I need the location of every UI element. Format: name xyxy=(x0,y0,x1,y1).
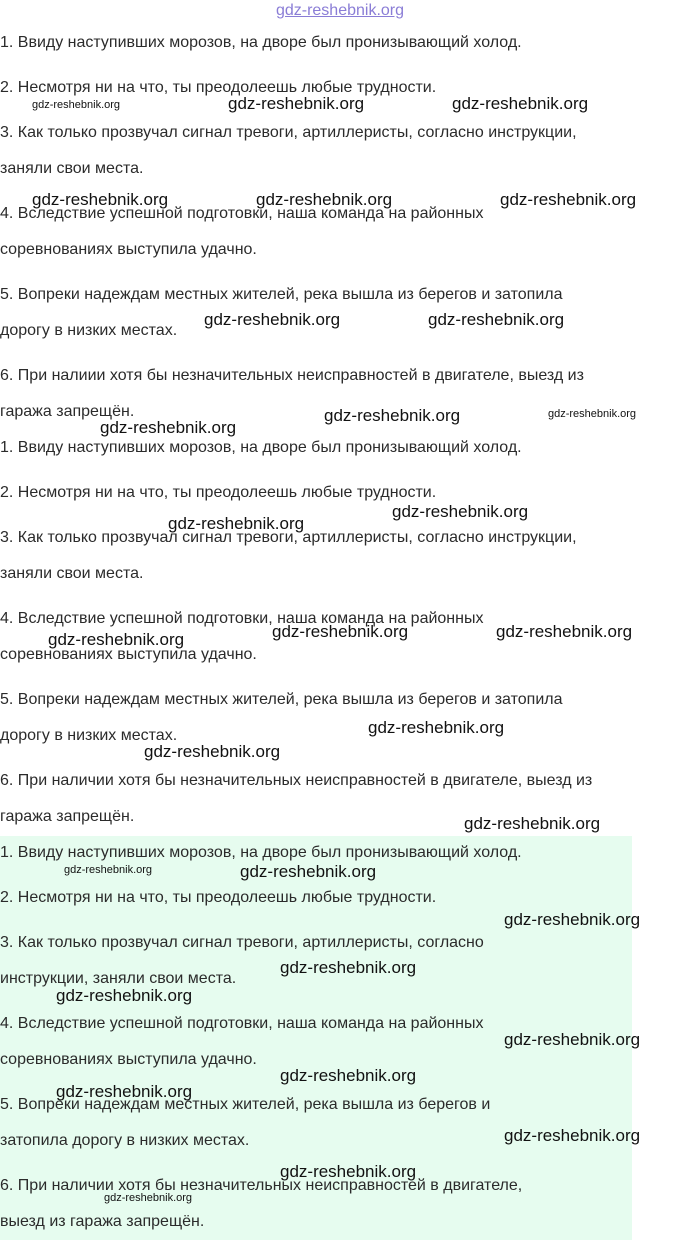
text-line: заняли свои места. xyxy=(0,160,144,177)
watermark: gdz-reshebnik.org xyxy=(280,1066,417,1085)
watermark: gdz-reshebnik.org xyxy=(228,94,365,113)
watermark: gdz-reshebnik.org xyxy=(204,310,341,329)
watermark: gdz-reshebnik.org xyxy=(504,1126,641,1145)
text-line: затопила дорогу в низких местах. xyxy=(0,1132,250,1149)
watermark: gdz-reshebnik.org xyxy=(256,190,393,209)
watermark: gdz-reshebnik.org xyxy=(32,190,169,209)
watermark: gdz-reshebnik.org xyxy=(324,406,461,425)
text-line: 2. Несмотря ни на что, ты преодолеешь любые трудности. xyxy=(0,889,437,906)
watermark: gdz-reshebnik.org xyxy=(56,986,193,1005)
watermark: gdz-reshebnik.org xyxy=(272,622,409,641)
text-line: заняли свои места. xyxy=(0,565,144,582)
text-line: инструкции, заняли свои места. xyxy=(0,970,237,987)
text-line: 5. Вопреки надеждам местных жителей, река вышла из берегов и xyxy=(0,1096,491,1113)
text-line: 5. Вопреки надеждам местных жителей, река вышла из берегов и затопила xyxy=(0,286,563,303)
site-header-link[interactable]: gdz-reshebnik.org xyxy=(275,2,405,19)
text-line: дорогу в низких местах. xyxy=(0,322,178,339)
watermark: gdz-reshebnik.org xyxy=(452,94,589,113)
watermark: gdz-reshebnik.org xyxy=(368,718,505,737)
text-line: соревнованиях выступила удачно. xyxy=(0,241,257,258)
text-line: 3. Как только прозвучал сигнал тревоги, артиллеристы, согласно инструкции, xyxy=(0,124,577,141)
watermark: gdz-reshebnik.org xyxy=(104,1192,193,1204)
text-line: 5. Вопреки надеждам местных жителей, река вышла из берегов и затопила xyxy=(0,691,563,708)
watermark: gdz-reshebnik.org xyxy=(496,622,633,641)
watermark: gdz-reshebnik.org xyxy=(392,502,529,521)
text-line: соревнованиях выступила удачно. xyxy=(0,646,257,663)
text-line: 4. Вследствие успешной подготовки, наша команда на районных xyxy=(0,205,484,222)
watermark: gdz-reshebnik.org xyxy=(240,862,377,881)
text-line: дорогу в низких местах. xyxy=(0,727,178,744)
watermark: gdz-reshebnik.org xyxy=(500,190,637,209)
watermark: gdz-reshebnik.org xyxy=(48,630,185,649)
watermark: gdz-reshebnik.org xyxy=(428,310,565,329)
watermark: gdz-reshebnik.org xyxy=(32,99,121,111)
text-line: 4. Вследствие успешной подготовки, наша команда на районных xyxy=(0,1015,484,1032)
text-line: 6. При налиии хотя бы незначительных неисправностей в двигателе, выезд из xyxy=(0,367,584,384)
text-line: 1. Ввиду наступивших морозов, на дворе был пронизывающий холод. xyxy=(0,844,522,861)
text-line: 2. Несмотря ни на что, ты преодолеешь любые трудности. xyxy=(0,79,437,96)
text-line: 3. Как только прозвучал сигнал тревоги, артиллеристы, согласно инструкции, xyxy=(0,529,577,546)
text-line: 4. Вследствие успешной подготовки, наша команда на районных xyxy=(0,610,484,627)
watermark: gdz-reshebnik.org xyxy=(548,408,637,420)
text-line: выезд из гаража запрещён. xyxy=(0,1213,205,1230)
watermark: gdz-reshebnik.org xyxy=(280,958,417,977)
watermark: gdz-reshebnik.org xyxy=(64,864,153,876)
text-line: 2. Несмотря ни на что, ты преодолеешь любые трудности. xyxy=(0,484,437,501)
text-line: 1. Ввиду наступивших морозов, на дворе был пронизывающий холод. xyxy=(0,34,522,51)
watermark: gdz-reshebnik.org xyxy=(464,814,601,833)
watermark: gdz-reshebnik.org xyxy=(504,1030,641,1049)
watermark: gdz-reshebnik.org xyxy=(100,418,237,437)
watermark: gdz-reshebnik.org xyxy=(144,742,281,761)
watermark: gdz-reshebnik.org xyxy=(168,514,305,533)
watermark: gdz-reshebnik.org xyxy=(504,910,641,929)
watermark: gdz-reshebnik.org xyxy=(280,1162,417,1181)
text-line: гаража запрещён. xyxy=(0,403,135,420)
text-line: соревнованиях выступила удачно. xyxy=(0,1051,257,1068)
text-line: гаража запрещён. xyxy=(0,808,135,825)
text-line: 6. При наличии хотя бы незначительных неисправностей в двигателе, xyxy=(0,1177,523,1194)
text-line: 1. Ввиду наступивших морозов, на дворе был пронизывающий холод. xyxy=(0,439,522,456)
watermark: gdz-reshebnik.org xyxy=(56,1082,193,1101)
text-line: 3. Как только прозвучал сигнал тревоги, артиллеристы, согласно xyxy=(0,934,484,951)
text-line: 6. При наличии хотя бы незначительных неисправностей в двигателе, выезд из xyxy=(0,772,593,789)
